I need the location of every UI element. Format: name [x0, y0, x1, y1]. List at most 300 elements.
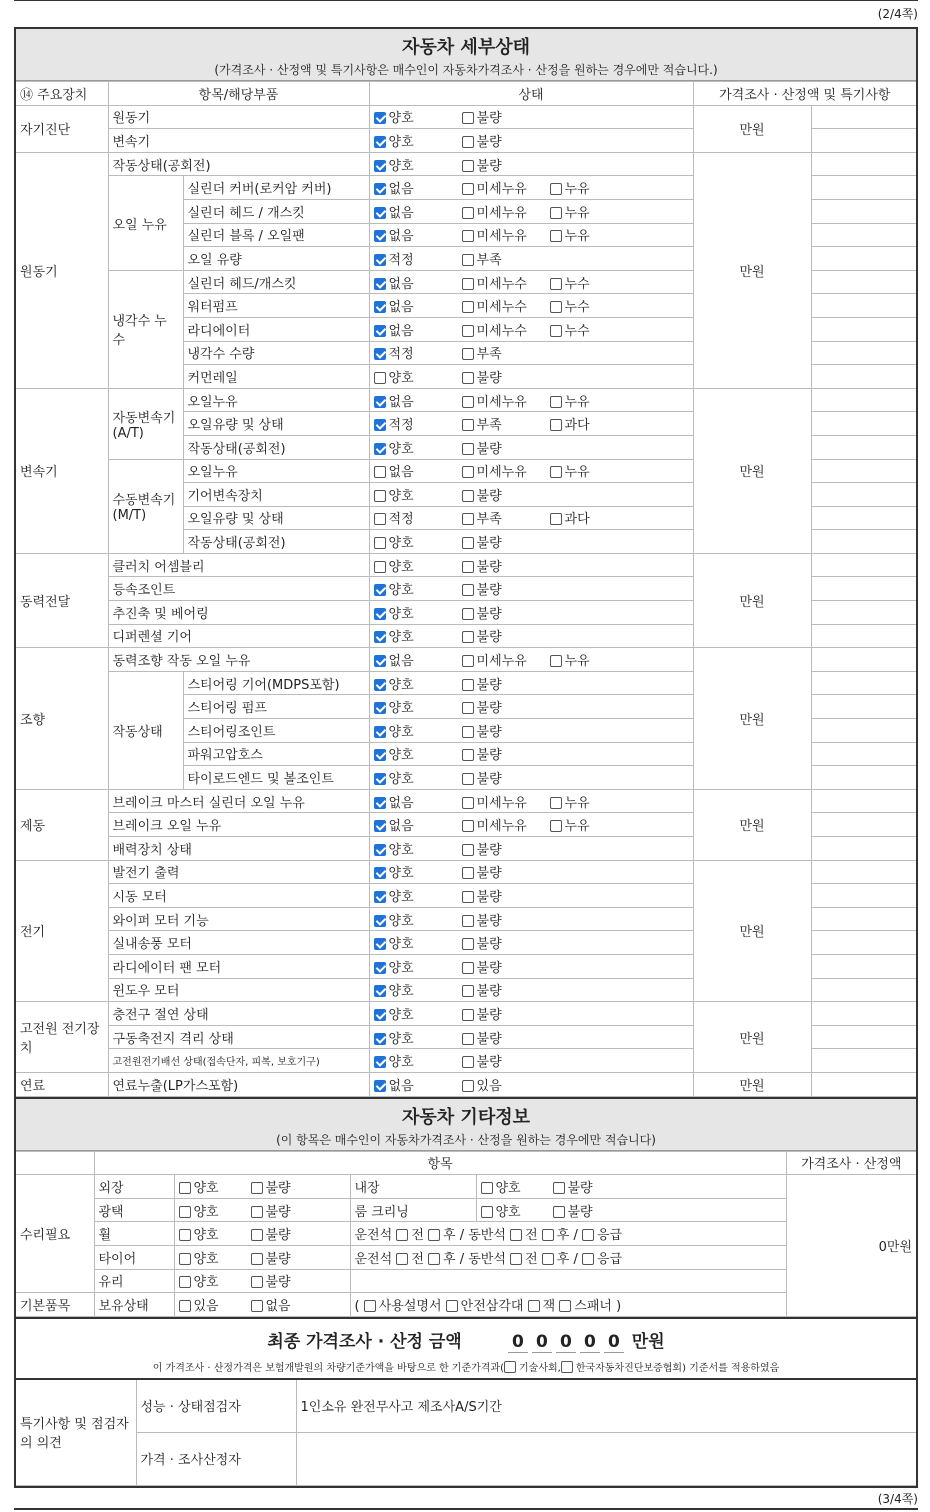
- state-option-label: 양호: [388, 559, 414, 575]
- state-checkbox[interactable]: [374, 938, 386, 950]
- detail-row: [16, 648, 916, 672]
- remarks-cell[interactable]: [811, 577, 916, 601]
- state-option-label: 부족: [476, 418, 502, 434]
- state-option-label: 불량: [476, 984, 502, 1000]
- subgroup-label: 오일 누유: [108, 176, 183, 270]
- item-label: 작동상태(공회전): [108, 152, 369, 176]
- remarks-cell[interactable]: [811, 317, 916, 341]
- exterior-ok-checkbox[interactable]: [179, 1182, 191, 1194]
- state-checkbox[interactable]: [374, 513, 386, 525]
- remarks-cell[interactable]: [811, 341, 916, 365]
- exterior-bad-checkbox[interactable]: [251, 1182, 263, 1194]
- state-option-label: 누유: [564, 465, 590, 481]
- state-checkbox[interactable]: [462, 702, 474, 714]
- state-checkbox[interactable]: [462, 325, 474, 337]
- state-checkbox[interactable]: [374, 1033, 386, 1045]
- remarks-cell[interactable]: [811, 766, 916, 790]
- remarks-cell[interactable]: [811, 719, 916, 743]
- state-option-label: 양호: [388, 606, 414, 622]
- state-option-label: 양호: [388, 960, 414, 976]
- state-checkbox[interactable]: [374, 396, 386, 408]
- state-option-label: 불량: [476, 559, 502, 575]
- state-checkbox[interactable]: [374, 466, 386, 478]
- remarks-cell[interactable]: [811, 199, 916, 223]
- item-label: 충전구 절연 상태: [108, 1002, 369, 1026]
- state-option-label: 미세누유: [476, 795, 527, 811]
- state-checkbox[interactable]: [374, 726, 386, 738]
- remarks-cell[interactable]: [811, 176, 916, 200]
- state-options: [369, 931, 693, 955]
- state-option-label: 양호: [388, 370, 414, 386]
- state-checkbox[interactable]: [374, 702, 386, 714]
- item-label: 파워고압호스: [183, 742, 369, 766]
- remarks-cell[interactable]: [811, 506, 916, 530]
- remarks-cell[interactable]: [811, 553, 916, 577]
- remarks-cell[interactable]: [811, 695, 916, 719]
- state-option-label: 불량: [476, 889, 502, 905]
- state-option-label: 불량: [476, 913, 502, 929]
- state-checkbox[interactable]: [374, 207, 386, 219]
- state-checkbox[interactable]: [550, 183, 562, 195]
- state-checkbox[interactable]: [462, 136, 474, 148]
- final-digit[interactable]: 0: [604, 1332, 624, 1353]
- org2-checkbox[interactable]: [561, 1361, 573, 1373]
- state-option-label: 미세누수: [476, 276, 527, 292]
- remarks-cell[interactable]: [811, 671, 916, 695]
- state-option-label: 양호: [388, 1031, 414, 1047]
- state-checkbox[interactable]: [374, 608, 386, 620]
- etc-header-item: 항목: [94, 1151, 786, 1175]
- state-checkbox[interactable]: [374, 891, 386, 903]
- remarks-cell[interactable]: [811, 129, 916, 153]
- state-checkbox[interactable]: [374, 443, 386, 455]
- room-cleaning-bad-checkbox[interactable]: [553, 1206, 565, 1218]
- state-checkbox[interactable]: [462, 230, 474, 242]
- state-options: [369, 270, 693, 294]
- price-unit: 만원: [693, 388, 811, 553]
- state-checkbox[interactable]: [462, 726, 474, 738]
- state-checkbox[interactable]: [374, 985, 386, 997]
- state-option-label: 양호: [388, 1007, 414, 1023]
- state-checkbox[interactable]: [550, 301, 562, 313]
- state-checkbox[interactable]: [462, 773, 474, 785]
- state-checkbox[interactable]: [462, 160, 474, 172]
- glass-bad-checkbox[interactable]: [251, 1276, 263, 1288]
- state-checkbox[interactable]: [462, 749, 474, 761]
- remarks-cell[interactable]: [811, 412, 916, 436]
- state-checkbox[interactable]: [462, 584, 474, 596]
- state-option-label: 미세누유: [476, 819, 527, 835]
- state-checkbox[interactable]: [374, 160, 386, 172]
- bottom-rule: [14, 1508, 918, 1510]
- state-option-label: 없음: [388, 229, 414, 245]
- state-checkbox[interactable]: [374, 1080, 386, 1092]
- state-option-label: 양호: [388, 134, 414, 150]
- wheel-emergency-checkbox[interactable]: [582, 1229, 594, 1241]
- remarks-cell[interactable]: [811, 742, 916, 766]
- remarks-cell[interactable]: [811, 978, 916, 1002]
- state-checkbox[interactable]: [462, 396, 474, 408]
- remarks-cell[interactable]: [811, 1025, 916, 1049]
- item-label: 실린더 블록 / 오일팬: [183, 223, 369, 247]
- detail-row: [16, 1002, 916, 1026]
- state-checkbox[interactable]: [374, 773, 386, 785]
- wheel-driver-rear-checkbox[interactable]: [428, 1229, 440, 1241]
- org1-checkbox[interactable]: [504, 1361, 516, 1373]
- item-label: 워터펌프: [183, 294, 369, 318]
- state-option-label: 불량: [476, 134, 502, 150]
- detail-row: [16, 105, 916, 129]
- state-checkbox[interactable]: [462, 1080, 474, 1092]
- manual-checkbox[interactable]: [364, 1300, 376, 1312]
- state-option-label: 없음: [388, 795, 414, 811]
- remarks-cell[interactable]: [811, 294, 916, 318]
- state-checkbox[interactable]: [374, 301, 386, 313]
- item-label: 원동기: [108, 105, 369, 129]
- polish-ok-checkbox[interactable]: [179, 1206, 191, 1218]
- remarks-cell[interactable]: [811, 388, 916, 412]
- state-checkbox[interactable]: [462, 867, 474, 879]
- state-checkbox[interactable]: [374, 112, 386, 124]
- inspector-label: 성능 · 상태점검자: [136, 1379, 296, 1433]
- state-options: [369, 1049, 693, 1073]
- etc-label-polish: 광택: [94, 1198, 174, 1222]
- remarks-cell[interactable]: [811, 1072, 916, 1096]
- state-option-label: 누유: [564, 182, 590, 198]
- wheel-bad-checkbox[interactable]: [251, 1229, 263, 1241]
- remarks-cell[interactable]: [811, 648, 916, 672]
- item-label: 변속기: [108, 129, 369, 153]
- state-option-label: 양호: [388, 583, 414, 599]
- state-checkbox[interactable]: [374, 867, 386, 879]
- state-checkbox[interactable]: [374, 844, 386, 856]
- possess-no-checkbox[interactable]: [251, 1300, 263, 1312]
- group-label: 동력전달: [16, 553, 108, 647]
- state-checkbox[interactable]: [462, 278, 474, 290]
- state-checkbox[interactable]: [462, 372, 474, 384]
- state-checkbox[interactable]: [550, 466, 562, 478]
- item-label: 냉각수 수량: [183, 341, 369, 365]
- state-option-label: 적정: [388, 418, 414, 434]
- state-checkbox[interactable]: [462, 513, 474, 525]
- detail-subtitle: (가격조사 · 산정액 및 특기사항은 매수인이 자동차가격조사 · 산정을 원하는 경우에만 적습니다.): [214, 63, 718, 77]
- state-option-label: 불량: [476, 583, 502, 599]
- state-options: [369, 671, 693, 695]
- state-options: [369, 152, 693, 176]
- state-checkbox[interactable]: [462, 891, 474, 903]
- state-option-label: 미세누유: [476, 465, 527, 481]
- spanner-checkbox[interactable]: [559, 1300, 571, 1312]
- state-checkbox[interactable]: [462, 561, 474, 573]
- state-option-label: 누수: [564, 300, 590, 316]
- final-price-unit: 만원: [631, 1331, 665, 1352]
- state-option-label: 양호: [388, 677, 414, 693]
- final-note: 이 가격조사 · 산정가격은 보험개발원의 차량기준가액을 바탕으로 한 기준가격과( 기술사회, 한국자동차진단보증협회) 기준서를 적용하였음: [152, 1362, 780, 1374]
- state-option-label: 불량: [476, 1055, 502, 1071]
- state-checkbox[interactable]: [462, 466, 474, 478]
- remarks-cell[interactable]: [811, 1049, 916, 1073]
- final-price-title: 최종 가격조사 · 산정 금액: [267, 1331, 462, 1352]
- state-option-label: 없음: [388, 276, 414, 292]
- state-option-label: 없음: [388, 205, 414, 221]
- triangle-checkbox[interactable]: [446, 1300, 458, 1312]
- state-options: [369, 577, 693, 601]
- state-checkbox[interactable]: [374, 797, 386, 809]
- state-options: [369, 954, 693, 978]
- state-checkbox[interactable]: [462, 844, 474, 856]
- tire-ok-checkbox[interactable]: [179, 1253, 191, 1265]
- state-option-label: 불량: [476, 1031, 502, 1047]
- state-checkbox[interactable]: [550, 278, 562, 290]
- state-checkbox[interactable]: [462, 797, 474, 809]
- etc-label-tire: 타이어: [94, 1245, 174, 1269]
- state-option-label: 누수: [564, 276, 590, 292]
- state-checkbox[interactable]: [462, 655, 474, 667]
- tire-driver-front-checkbox[interactable]: [396, 1253, 408, 1265]
- state-checkbox[interactable]: [374, 561, 386, 573]
- state-checkbox[interactable]: [374, 749, 386, 761]
- state-checkbox[interactable]: [374, 679, 386, 691]
- jack-checkbox[interactable]: [528, 1300, 540, 1312]
- detail-row: [16, 152, 916, 176]
- remarks-cell[interactable]: [811, 270, 916, 294]
- state-checkbox[interactable]: [462, 183, 474, 195]
- group-label: 제동: [16, 789, 108, 860]
- item-label: 동력조향 작동 오일 누유: [108, 648, 369, 672]
- opinion-label: 특기사항 및 점검자의 의견: [16, 1379, 136, 1486]
- state-option-label: 없음: [388, 394, 414, 410]
- item-label: 와이퍼 모터 기능: [108, 907, 369, 931]
- tire-passenger-rear-checkbox[interactable]: [542, 1253, 554, 1265]
- wheel-passenger-rear-checkbox[interactable]: [542, 1229, 554, 1241]
- item-label: 오일 유량: [183, 247, 369, 271]
- tire-bad-checkbox[interactable]: [251, 1253, 263, 1265]
- item-label: 오일유량 및 상태: [183, 506, 369, 530]
- state-option-label: 불량: [476, 370, 502, 386]
- state-checkbox[interactable]: [550, 325, 562, 337]
- state-checkbox[interactable]: [550, 207, 562, 219]
- state-checkbox[interactable]: [374, 962, 386, 974]
- remarks-cell[interactable]: [811, 152, 916, 176]
- tire-position-options: 운전석 전 후 / 동반석 전 후 / 응급: [350, 1245, 786, 1269]
- remarks-cell[interactable]: [811, 365, 916, 389]
- state-checkbox[interactable]: [374, 136, 386, 148]
- possess-yes-checkbox[interactable]: [179, 1300, 191, 1312]
- state-checkbox[interactable]: [374, 537, 386, 549]
- inspector-opinion[interactable]: 1인소유 완전무사고 제조사A/S기간: [296, 1379, 916, 1433]
- etc-label-wheel: 휠: [94, 1222, 174, 1246]
- remarks-cell[interactable]: [811, 247, 916, 271]
- state-checkbox[interactable]: [374, 183, 386, 195]
- remarks-cell[interactable]: [811, 954, 916, 978]
- remarks-cell[interactable]: [811, 789, 916, 813]
- interior-ok-checkbox[interactable]: [481, 1182, 493, 1194]
- state-checkbox[interactable]: [462, 419, 474, 431]
- state-options: [369, 483, 693, 507]
- state-checkbox[interactable]: [462, 820, 474, 832]
- page-header: [14, 0, 918, 27]
- room-cleaning-ok-checkbox[interactable]: [481, 1206, 493, 1218]
- price-unit: 만원: [693, 105, 811, 152]
- price-unit: 만원: [693, 1002, 811, 1073]
- state-checkbox[interactable]: [550, 230, 562, 242]
- item-label: 기어변속장치: [183, 483, 369, 507]
- polish-bad-checkbox[interactable]: [251, 1206, 263, 1218]
- item-label: 작동상태(공회전): [183, 530, 369, 554]
- remarks-cell[interactable]: [811, 1002, 916, 1026]
- state-checkbox[interactable]: [374, 254, 386, 266]
- state-option-label: 양호: [388, 772, 414, 788]
- etc-label-room-cleaning: 룸 크리닝: [350, 1198, 476, 1222]
- state-checkbox[interactable]: [374, 372, 386, 384]
- state-checkbox[interactable]: [462, 207, 474, 219]
- state-option-label: 불량: [476, 772, 502, 788]
- state-checkbox[interactable]: [550, 419, 562, 431]
- final-digit[interactable]: 0: [580, 1332, 600, 1353]
- remarks-cell[interactable]: [811, 530, 916, 554]
- state-checkbox[interactable]: [462, 1056, 474, 1068]
- final-digit[interactable]: 0: [532, 1332, 552, 1353]
- state-checkbox[interactable]: [550, 655, 562, 667]
- state-checkbox[interactable]: [462, 348, 474, 360]
- state-checkbox[interactable]: [374, 655, 386, 667]
- tire-passenger-front-checkbox[interactable]: [510, 1253, 522, 1265]
- state-option-label: 불량: [476, 536, 502, 552]
- interior-bad-checkbox[interactable]: [553, 1182, 565, 1194]
- state-checkbox[interactable]: [462, 443, 474, 455]
- state-option-label: 불량: [476, 158, 502, 174]
- tire-emergency-checkbox[interactable]: [582, 1253, 594, 1265]
- state-options: [369, 412, 693, 436]
- state-checkbox[interactable]: [462, 1009, 474, 1021]
- state-option-label: 미세누유: [476, 182, 527, 198]
- state-checkbox[interactable]: [462, 490, 474, 502]
- remarks-cell[interactable]: [811, 624, 916, 648]
- state-checkbox[interactable]: [550, 513, 562, 525]
- header-state: 상태: [369, 82, 693, 106]
- page-number-top: (2/4쪽): [877, 7, 918, 21]
- remarks-cell[interactable]: [811, 860, 916, 884]
- remarks-cell[interactable]: [811, 435, 916, 459]
- remarks-cell[interactable]: [811, 223, 916, 247]
- item-label: 오일누유: [183, 388, 369, 412]
- appraiser-opinion[interactable]: [296, 1432, 916, 1485]
- state-option-label: 양호: [388, 937, 414, 953]
- remarks-cell[interactable]: [811, 483, 916, 507]
- state-options: [369, 860, 693, 884]
- state-option-label: 양호: [388, 724, 414, 740]
- state-checkbox[interactable]: [374, 1009, 386, 1021]
- state-option-label: 양호: [388, 748, 414, 764]
- state-checkbox[interactable]: [462, 962, 474, 974]
- state-options: [369, 813, 693, 837]
- etc-header-price: 가격조사 · 산정액: [786, 1151, 916, 1175]
- state-checkbox[interactable]: [462, 679, 474, 691]
- state-options: [369, 199, 693, 223]
- remarks-cell[interactable]: [811, 884, 916, 908]
- state-option-label: 누유: [564, 394, 590, 410]
- state-options: [369, 695, 693, 719]
- possess-label: 보유상태: [94, 1293, 174, 1317]
- state-checkbox[interactable]: [462, 301, 474, 313]
- state-option-label: 불량: [476, 960, 502, 976]
- state-option-label: 없음: [388, 819, 414, 835]
- state-checkbox[interactable]: [462, 254, 474, 266]
- state-checkbox[interactable]: [374, 325, 386, 337]
- remarks-cell[interactable]: [811, 459, 916, 483]
- state-checkbox[interactable]: [550, 797, 562, 809]
- state-checkbox[interactable]: [462, 985, 474, 997]
- price-unit: 만원: [693, 553, 811, 647]
- wheel-driver-front-checkbox[interactable]: [396, 1229, 408, 1241]
- remarks-cell[interactable]: [811, 931, 916, 955]
- state-option-label: 불량: [476, 748, 502, 764]
- state-checkbox[interactable]: [374, 490, 386, 502]
- remarks-cell[interactable]: [811, 105, 916, 129]
- state-option-label: 불량: [476, 630, 502, 646]
- etc-price: 0만원: [786, 1175, 916, 1317]
- state-checkbox[interactable]: [462, 537, 474, 549]
- state-checkbox[interactable]: [462, 1033, 474, 1045]
- state-checkbox[interactable]: [462, 631, 474, 643]
- glass-ok-checkbox[interactable]: [179, 1276, 191, 1288]
- state-option-label: 없음: [388, 654, 414, 670]
- state-checkbox[interactable]: [374, 230, 386, 242]
- group-label: 자기진단: [16, 105, 108, 152]
- state-checkbox[interactable]: [374, 820, 386, 832]
- remarks-cell[interactable]: [811, 601, 916, 625]
- etc-table: 항목 가격조사 · 산정액 수리필요 외장 양호 불량 내장 양호 불량 0만원 광택 양호 불량 룸 크리닝 양호 불량 휠 양호 불량 운전석 전 후 / 동반석 전 후 / 응급 타이어 양호 불량 운전석 전 후 / 동반석 전 후 / 응급 유리 양호 불량 기본품목 보유상태 있음 없음 ( 사용설명서 안전삼각대 잭 스패너 ): [16, 1151, 916, 1317]
- state-checkbox[interactable]: [462, 915, 474, 927]
- state-checkbox[interactable]: [374, 584, 386, 596]
- state-options: [369, 317, 693, 341]
- state-options: [369, 766, 693, 790]
- state-options: [369, 105, 693, 129]
- wheel-ok-checkbox[interactable]: [179, 1229, 191, 1241]
- state-checkbox[interactable]: [374, 915, 386, 927]
- remarks-cell[interactable]: [811, 813, 916, 837]
- item-label: 실린더 헤드 / 개스킷: [183, 199, 369, 223]
- wheel-passenger-front-checkbox[interactable]: [510, 1229, 522, 1241]
- header-main: ⑭ 주요장치: [16, 82, 108, 106]
- final-digit[interactable]: 0: [508, 1332, 528, 1353]
- remarks-cell[interactable]: [811, 837, 916, 861]
- state-checkbox[interactable]: [374, 631, 386, 643]
- state-options: [369, 1025, 693, 1049]
- state-checkbox[interactable]: [462, 112, 474, 124]
- state-option-label: 불량: [476, 842, 502, 858]
- state-checkbox[interactable]: [374, 419, 386, 431]
- state-option-label: 양호: [388, 1055, 414, 1071]
- tire-driver-rear-checkbox[interactable]: [428, 1253, 440, 1265]
- state-option-label: 누유: [564, 795, 590, 811]
- state-option-label: 양호: [388, 913, 414, 929]
- state-checkbox[interactable]: [550, 396, 562, 408]
- state-checkbox[interactable]: [462, 938, 474, 950]
- state-option-label: 불량: [476, 724, 502, 740]
- detail-title: 자동차 세부상태: [402, 37, 530, 58]
- state-checkbox[interactable]: [462, 608, 474, 620]
- state-option-label: 없음: [388, 300, 414, 316]
- state-checkbox[interactable]: [374, 278, 386, 290]
- state-checkbox[interactable]: [374, 1056, 386, 1068]
- final-digit[interactable]: 0: [556, 1332, 576, 1353]
- remarks-cell[interactable]: [811, 907, 916, 931]
- appraiser-label: 가격 · 조사산정자: [136, 1432, 296, 1485]
- state-checkbox[interactable]: [374, 348, 386, 360]
- state-option-label: 누수: [564, 323, 590, 339]
- state-checkbox[interactable]: [550, 820, 562, 832]
